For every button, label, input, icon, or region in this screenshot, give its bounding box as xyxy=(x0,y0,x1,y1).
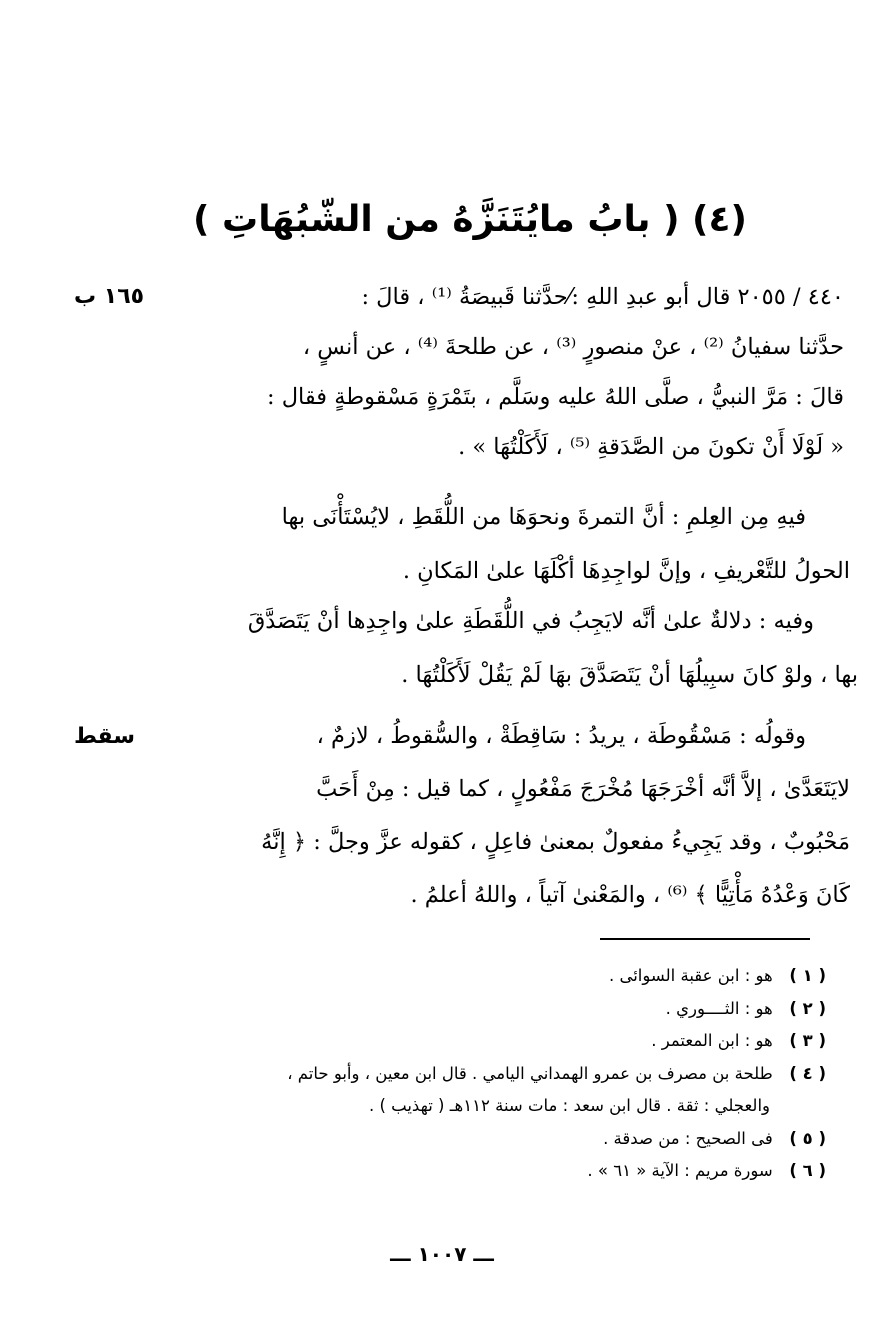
commentary-paragraph-1 xyxy=(150,490,850,598)
footnote-number: ( ٢ ) xyxy=(789,998,826,1018)
margin-folio-note: ١٦٥ ب xyxy=(74,284,145,309)
footnote-number: ( ٣ ) xyxy=(789,1031,826,1050)
footnote-text: سورة مريم : الآية « ٦١ » . xyxy=(587,1161,773,1180)
footnote-item xyxy=(150,1123,826,1156)
footnotes xyxy=(150,960,826,1188)
footnote-separator xyxy=(600,938,810,940)
footnote-item xyxy=(150,1155,826,1188)
linguistic-line: وقولُه : مَسْقُوطَة ، يريدُ : سَاقِطَةْ ، والسُّقوطُ ، لازمٌ ، xyxy=(316,723,806,749)
footnote-number: ( ٤ ) xyxy=(789,1063,826,1083)
margin-saqt-note: سقط xyxy=(74,724,136,749)
footnote-item xyxy=(150,1025,826,1058)
hadith-line: ٤٤٠ / ٢٠٥٥ قال أبو عبدِ اللهِ :⁄حدَّثنا قَبيصَةُ ⁽¹⁾ ، قالَ : xyxy=(361,284,844,310)
footnote-number: ( ٥ ) xyxy=(789,1128,826,1148)
commentary-line: وفيه : دلالةٌ علىٰ أنَّه لايَجِبُ في اللُّقَطَةِ علىٰ واجِدِها أنْ يَتَصَدَّقَ xyxy=(247,608,814,634)
chapter-title: (٤) ( بابُ مايُتَنَزَّهُ من الشّبُهَاتِ ) xyxy=(193,199,747,240)
footnote-item xyxy=(150,993,826,1026)
hadith-line: قالَ : مَرَّ النبيُّ ، صلَّى اللهُ عليه وسَلَّم ، بتَمْرَةٍ مَسْقوطةٍ فقال : xyxy=(266,384,844,410)
footnote-text: طلحة بن مصرف بن عمرو الهمداني اليامي . قال ابن معين ، وأبو حاتم ، xyxy=(287,1063,773,1083)
footnote-continuation: والعجلي : ثقة . قال ابن سعد : مات سنة ١١٢هـ ( تهذيب ) . xyxy=(368,1096,770,1115)
footnote-text: هو : ابن المعتمر . xyxy=(651,1031,773,1050)
footnote-text: هو : الثــــوري . xyxy=(665,998,773,1018)
commentary-line: فيهِ مِن العِلمِ : أنَّ التمرةَ ونحوَهَا من اللُّقَطِ ، لايُسْتَأْنَى بها xyxy=(281,504,806,530)
footnote-number: ( ١ ) xyxy=(789,966,826,985)
footnote-number: ( ٦ ) xyxy=(789,1161,826,1180)
commentary-line: الحولُ للتَّعْريفِ ، وإنَّ لواجِدِهَا أكْلَهَا علىٰ المَكانِ . xyxy=(402,558,850,584)
footnote-text: فى الصحيح : من صدقة . xyxy=(603,1128,773,1148)
commentary-line: بها ، ولوْ كانَ سبِيلُهَا أنْ يَتَصَدَّقَ بهَا لَمْ يَقُلْ لَأَكَلْتُهَا . xyxy=(401,662,858,688)
page-number: ـــ ١٠٠٧ ـــ xyxy=(390,1242,494,1266)
footnote-item xyxy=(150,960,826,993)
linguistic-line: لايَتَعَدَّىٰ ، إلاَّ أنَّه أخْرَجَهَا مُخْرَجَ مَفْعُولٍ ، كما قيل : مِنْ أَحَبَّ xyxy=(316,776,850,802)
hadith-line: « لَوْلَا أَنْ تكونَ من الصَّدَقةِ ⁽⁵⁾ ، لَأَكَلْتُهَا » . xyxy=(458,434,844,460)
hadith-line: حدَّثنا سفيانُ ⁽²⁾ ، عنْ منصورٍ ⁽³⁾ ، عن طلحةَ ⁽⁴⁾ ، عن أنسٍ ، xyxy=(302,334,844,360)
footnote-text: هو : ابن عقبة السوائى . xyxy=(608,966,773,985)
linguistic-line: كَانَ وَعْدُهُ مَأْتِيًّا ﴾ ⁽⁶⁾ ، والمَعْنىٰ آتياً ، واللهُ أعلمُ . xyxy=(410,882,850,908)
linguistic-paragraph xyxy=(150,710,850,922)
footnote-item xyxy=(150,1058,826,1091)
linguistic-line: مَحْبُوبٌ ، وقد يَجِيءُ مفعولٌ بمعنىٰ فاعِلٍ ، كقوله عزَّ وجلَّ : ﴿ إِنَّهُ xyxy=(261,829,850,855)
hadith-text xyxy=(158,272,844,472)
commentary-paragraph-2 xyxy=(150,594,858,702)
